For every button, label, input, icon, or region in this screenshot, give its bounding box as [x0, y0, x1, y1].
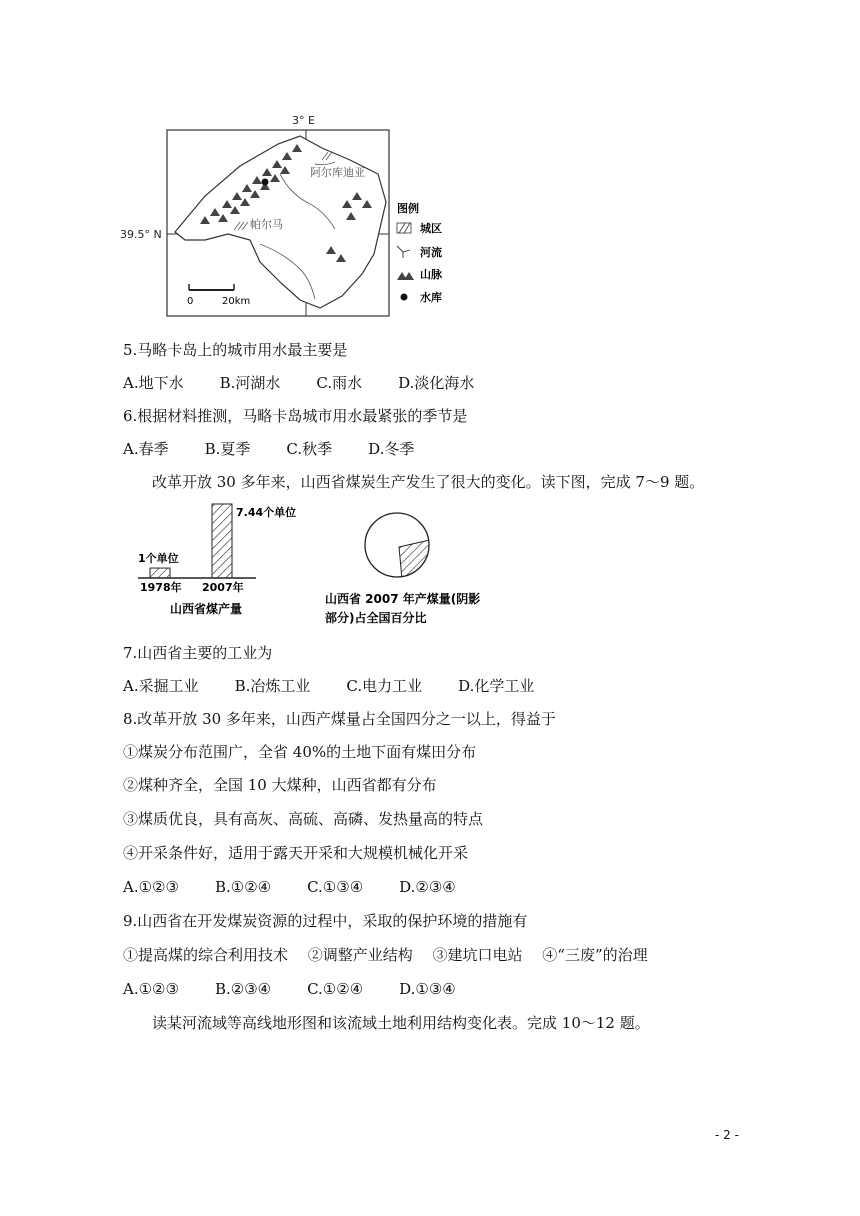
coal-charts: [130, 495, 481, 635]
q6-stem: 6.根据材料推测，马略卡岛城市用水最紧张的季节是: [123, 407, 468, 425]
q5-options: [123, 373, 510, 393]
legend-mountain-label: 山脉: [420, 268, 442, 281]
coal-pie-chart: [365, 513, 429, 577]
q9-option-c: C.①②④: [307, 980, 364, 998]
q9-stem: 9.山西省在开发煤炭资源的过程中，采取的保护环境的措施有: [123, 912, 528, 930]
parallel-label: 39.5° N: [120, 228, 162, 241]
page-number: - 2 -: [715, 1128, 739, 1142]
legend-title: 图例: [397, 202, 419, 215]
q7-option-a: A.采掘工业: [123, 677, 199, 695]
q7-option-c: C.电力工业: [346, 677, 423, 695]
reservoir-dot: [262, 179, 269, 186]
q8-item-4: ④开采条件好，适用于露天开采和大规模机械化开采: [123, 844, 469, 862]
legend-reservoir-label: 水库: [420, 291, 442, 304]
bar-value-label: 1个单位: [138, 552, 179, 566]
q8-option-d: D.②③④: [399, 878, 456, 896]
q8-option-c: C.①③④: [307, 878, 364, 896]
mallorca-map: [110, 104, 470, 324]
q9-option-a: A.①②③: [123, 980, 179, 998]
coal-bar-chart: [138, 504, 296, 594]
scale-end: 20km: [222, 296, 251, 307]
q8-item-3: ③煤质优良，具有高灰、高硫、高磷、发热量高的特点: [123, 810, 484, 828]
scale-zero: 0: [187, 296, 194, 307]
legend-city-label: 城区: [420, 222, 442, 235]
q5-option-b: B.河湖水: [219, 374, 281, 392]
q9-options: [123, 979, 492, 999]
q8-options: [123, 877, 492, 897]
q5-option-d: D.淡化海水: [398, 374, 475, 392]
bar-1978年: [150, 568, 170, 578]
q8-option-b: B.①②④: [214, 878, 272, 896]
pie-title-line2: 部分)占全国百分比: [325, 611, 427, 625]
q6-option-b: B.夏季: [204, 440, 251, 458]
q9-option-b: B.②③④: [214, 980, 272, 998]
q6-option-c: C.秋季: [286, 440, 333, 458]
legend-river-icon: [397, 246, 410, 258]
city-label-alcudia: 阿尔库迪亚: [310, 166, 365, 179]
pie-shaded-slice: [399, 540, 429, 576]
intro-q7-9: 改革开放 30 多年来，山西省煤炭生产发生了很大的变化。读下图，完成 7～9 题。: [152, 473, 705, 491]
q6-option-a: A.春季: [123, 440, 169, 458]
q8-option-a: A.①②③: [123, 878, 179, 896]
q7-option-b: B.冶炼工业: [234, 677, 311, 695]
q9-option-d: D.①③④: [399, 980, 456, 998]
q7-stem: 7.山西省主要的工业为: [123, 644, 273, 662]
bar-value-label: 7.44个单位: [236, 506, 297, 519]
q5-option-c: C.雨水: [316, 374, 363, 392]
q8-item-2: ②煤种齐全，全国 10 大煤种，山西省都有分布: [123, 776, 437, 794]
q8-item-1: ①煤炭分布范围广，全省 40%的土地下面有煤田分布: [123, 743, 477, 761]
q7-option-d: D.化学工业: [458, 677, 535, 695]
q6-options: [123, 439, 450, 459]
bar-2007年: [212, 504, 232, 578]
legend-mountain-icon: [397, 272, 414, 280]
q8-stem: 8.改革开放 30 多年来，山西产煤量占全国四分之一以上，得益于: [123, 710, 556, 728]
q5-stem: 5.马略卡岛上的城市用水最主要是: [123, 341, 348, 359]
q6-option-d: D.冬季: [368, 440, 415, 458]
bar-chart-title: 山西省煤产量: [170, 602, 243, 616]
q7-options: [123, 676, 570, 696]
q9-items: ①提高煤的综合利用技术 ②调整产业结构 ③建坑口电站 ④“三废”的治理: [123, 946, 648, 964]
pie-title-line1: 山西省 2007 年产煤量(阴影: [325, 592, 481, 606]
bar-category-label: 1978年: [140, 581, 182, 594]
intro-q10-12: 读某河流域等高线地形图和该流域土地利用结构变化表。完成 10～12 题。: [152, 1014, 650, 1032]
legend-reservoir-icon: [401, 294, 408, 301]
bar-category-label: 2007年: [202, 581, 244, 594]
city-label-palma: 帕尔马: [250, 218, 283, 231]
meridian-label: 3° E: [292, 114, 315, 127]
legend-river-label: 河流: [420, 246, 442, 259]
q5-option-a: A.地下水: [123, 374, 184, 392]
